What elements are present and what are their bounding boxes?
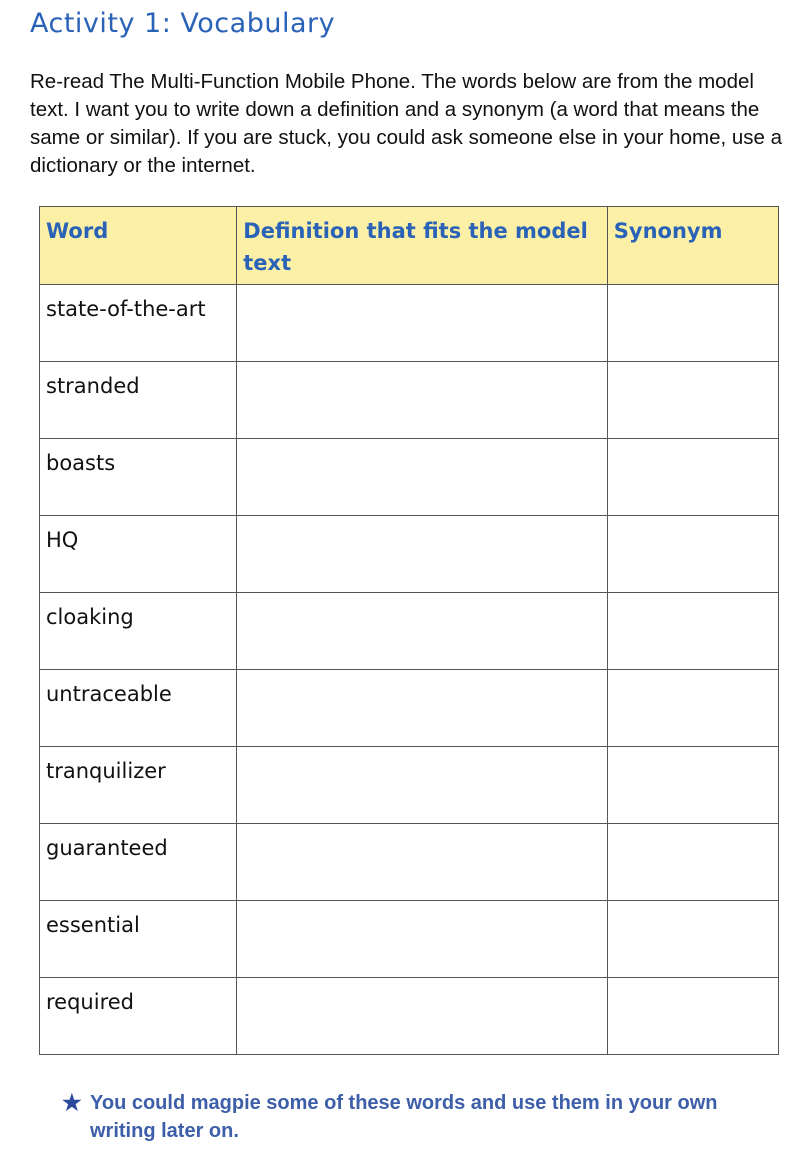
word-cell: untraceable — [40, 670, 237, 747]
word-cell: boasts — [40, 439, 237, 516]
synonym-cell[interactable] — [607, 516, 778, 593]
definition-cell[interactable] — [237, 516, 608, 593]
definition-cell[interactable] — [237, 901, 608, 978]
definition-cell[interactable] — [237, 593, 608, 670]
table-row — [40, 747, 779, 824]
synonym-cell[interactable] — [607, 593, 778, 670]
definition-cell[interactable] — [237, 362, 608, 439]
synonym-cell[interactable] — [607, 824, 778, 901]
definition-cell[interactable] — [237, 439, 608, 516]
table-row — [40, 439, 779, 516]
page-title: Activity 1: Vocabulary — [30, 8, 336, 39]
table-header-row — [40, 207, 779, 285]
word-cell: state-of-the-art — [40, 285, 237, 362]
table-row — [40, 593, 779, 670]
table-row — [40, 978, 779, 1055]
header-definition: Definition that fits the model text — [237, 207, 608, 285]
definition-cell[interactable] — [237, 670, 608, 747]
synonym-cell[interactable] — [607, 978, 778, 1055]
definition-cell[interactable] — [237, 747, 608, 824]
synonym-cell[interactable] — [607, 747, 778, 824]
magpie-tip-text: You could magpie some of these words and use them in your own writing later on. — [90, 1092, 718, 1142]
word-cell: essential — [40, 901, 237, 978]
definition-cell[interactable] — [237, 285, 608, 362]
word-cell: stranded — [40, 362, 237, 439]
vocabulary-table — [39, 206, 779, 1055]
synonym-cell[interactable] — [607, 439, 778, 516]
header-synonym: Synonym — [607, 207, 778, 285]
synonym-cell[interactable] — [607, 670, 778, 747]
word-cell: guaranteed — [40, 824, 237, 901]
word-cell: tranquilizer — [40, 747, 237, 824]
word-cell: required — [40, 978, 237, 1055]
table-row — [40, 824, 779, 901]
synonym-cell[interactable] — [607, 362, 778, 439]
table-row — [40, 670, 779, 747]
table-row — [40, 362, 779, 439]
word-cell: HQ — [40, 516, 237, 593]
table-row — [40, 516, 779, 593]
instructions-text: Re-read The Multi-Function Mobile Phone. The words below are from the model text. I want you to write down a definition and a synonym (a word that means the same or similar). If you are stuck, you could ask someone else in your home, use a dictionary or the internet. — [30, 70, 783, 177]
definition-cell[interactable] — [237, 978, 608, 1055]
synonym-cell[interactable] — [607, 901, 778, 978]
header-word: Word — [40, 207, 237, 285]
synonym-cell[interactable] — [607, 285, 778, 362]
table-row — [40, 285, 779, 362]
definition-cell[interactable] — [237, 824, 608, 901]
word-cell: cloaking — [40, 593, 237, 670]
table-row — [40, 901, 779, 978]
magpie-tip — [62, 1089, 782, 1145]
star-icon: ★ — [62, 1090, 82, 1115]
